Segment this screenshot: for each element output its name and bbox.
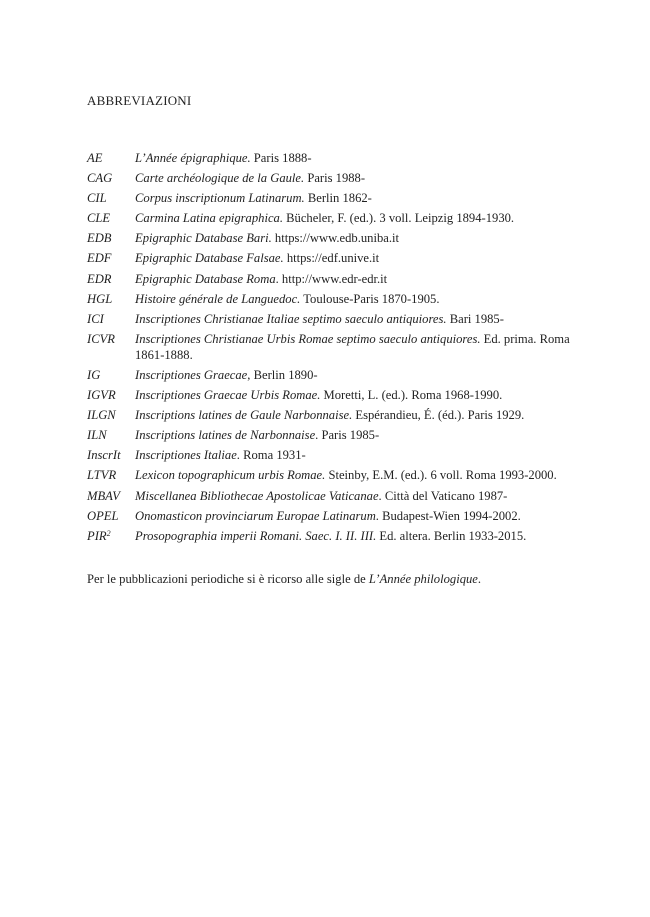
document-page [87,0,577,917]
work-title: L’Année épigraphique. [135,151,251,165]
abbreviation-key [87,427,135,443]
abbreviation-entry [87,427,577,443]
section-heading: ABBREVIAZIONI [87,93,192,108]
abbreviation-key [87,230,135,246]
abbreviation-key-text: CIL [87,191,107,206]
abbreviation-key-text: CAG [87,171,113,186]
abbreviation-key-text: ILGN [87,408,116,423]
publication-details: https://www.edb.uniba.it [271,231,399,246]
abbreviation-entry [87,291,577,307]
abbreviation-entry [87,447,577,463]
abbreviation-definition [135,508,577,524]
abbreviation-key-text: OPEL [87,508,119,523]
abbreviation-entry [87,331,577,363]
publication-details: Steinby, E.M. (ed.). 6 voll. Roma 1993-2000. [325,468,557,483]
abbreviation-key [87,331,135,347]
abbreviation-definition [135,447,577,463]
publication-details: Ed. prima. Roma 1861-1888. [135,331,570,362]
publication-details: Moretti, L. (ed.). Roma 1968-1990. [320,388,503,403]
abbreviation-entry [87,271,577,287]
work-title: Inscriptions latines de Narbonnaise [135,428,316,443]
abbreviation-entry [87,488,577,504]
abbreviation-entry [87,311,577,327]
work-title: Miscellanea Bibliothecae Apostolicae Vaticanae [135,488,379,503]
abbreviation-definition [135,407,577,423]
work-title: Epigraphic Database Falsae. [135,251,284,266]
abbreviation-key-text: LTVR [87,468,117,483]
publication-details: Paris 1988- [304,171,366,186]
abbreviation-key-text: IGVR [87,388,116,403]
publication-details: Bücheler, F. (ed.). 3 voll. Leipzig 1894-1930. [282,211,515,226]
abbreviation-key-text: EDR [87,271,112,286]
work-title: Carmina Latina epigraphica. [135,211,283,226]
work-title: Onomasticon provinciarum Europae Latinarum [135,508,376,523]
abbreviation-key-text: IG [87,367,101,382]
abbreviation-definition [135,250,577,266]
abbreviation-entry [87,210,577,226]
abbreviation-key-text: CLE [87,211,111,226]
abbreviation-definition [135,271,577,287]
publication-details: . Budapest-Wien 1994-2002. [375,508,521,523]
periodicals-note [87,571,577,587]
abbreviation-definition [135,170,577,186]
abbreviation-definition [135,291,577,307]
abbreviation-entry [87,407,577,423]
abbreviation-entry [87,190,577,206]
abbreviation-list [87,150,577,548]
publication-details: https://edf.unive.it [283,251,380,266]
work-title: Epigraphic Database Bari. [135,231,272,246]
publication-details: . http://www.edr-edr.it [275,271,388,286]
work-title: Inscriptiones Christianae Urbis Romae septimo saeculo antiquiores. [135,331,481,346]
work-title: Inscriptiones Christianae Italiae septimo saeculo antiquiores. [135,311,447,326]
note-title: L’Année philologique [368,572,478,586]
work-title: Corpus inscriptionum Latinarum. [135,191,305,206]
abbreviation-entry [87,170,577,186]
publication-details: , Berlin 1890- [247,367,318,382]
abbreviation-definition [135,467,577,483]
work-title: Carte archéologique de la Gaule. [135,171,305,186]
work-title: Prosopographia imperii Romani. Saec. I. II. III. [135,528,377,543]
work-title: Inscriptiones Graecae [135,367,248,382]
abbreviation-key-text: ICI [87,311,104,326]
note-prefix: Per le pubblicazioni periodiche si è ricorso alle sigle de [87,572,369,586]
abbreviation-key-text: EDF [87,251,112,266]
abbreviation-key-text: ICVR [87,331,115,346]
abbreviation-key-text: EDB [87,231,112,246]
abbreviation-entry [87,250,577,266]
abbreviation-key-text: MBAV [87,488,120,503]
publication-details: . Paris 1985- [315,428,380,443]
abbreviation-key-text: InscrIt [87,448,121,463]
work-title: Histoire générale de Languedoc. [135,291,301,306]
abbreviation-entry [87,230,577,246]
abbreviation-key [87,508,135,524]
abbreviation-definition [135,190,577,206]
publication-details: . Città del Vaticano 1987- [378,488,508,503]
abbreviation-key [87,447,135,463]
abbreviation-key [87,367,135,383]
abbreviation-key [87,170,135,186]
publication-details: Paris 1888- [250,151,312,165]
work-title: Inscriptiones Italiae [135,448,237,463]
abbreviation-definition [135,331,577,363]
publication-details: . Roma 1931- [236,448,306,463]
abbreviation-definition [135,150,577,166]
abbreviation-definition [135,311,577,327]
abbreviation-key [87,291,135,307]
publication-details: Toulouse-Paris 1870-1905. [300,291,440,306]
abbreviation-entry [87,387,577,403]
publication-details: Bari 1985- [446,311,504,326]
abbreviation-key-text: HGL [87,291,113,306]
work-title: Epigraphic Database Roma [135,271,276,286]
abbreviation-definition [135,488,577,504]
abbreviation-entry [87,508,577,524]
abbreviation-key [87,407,135,423]
abbreviation-key [87,271,135,287]
abbreviation-entry [87,367,577,383]
abbreviation-key [87,387,135,403]
note-suffix: . [477,572,482,586]
abbreviation-key [87,150,135,166]
abbreviation-key [87,311,135,327]
abbreviation-key [87,250,135,266]
abbreviation-key [87,467,135,483]
abbreviation-key-text: AE [87,151,103,165]
work-title: Inscriptiones Graecae Urbis Romae. [135,388,321,403]
abbreviation-entry [87,150,577,166]
abbreviation-definition [135,367,577,383]
publication-details: Espérandieu, É. (éd.). Paris 1929. [352,408,525,423]
work-title: Lexicon topographicum urbis Romae. [135,468,326,483]
abbreviation-superscript: 2 [106,528,111,538]
abbreviation-definition [135,210,577,226]
abbreviation-definition [135,387,577,403]
abbreviation-entry [87,528,577,544]
abbreviation-key-text: ILN [87,428,107,443]
abbreviation-key-text: PIR [87,528,107,543]
abbreviation-key [87,210,135,226]
abbreviation-definition [135,427,577,443]
publication-details: Berlin 1862- [304,191,372,206]
work-title: Inscriptions latines de Gaule Narbonnaise. [135,408,353,423]
abbreviation-key [87,488,135,504]
publication-details: Ed. altera. Berlin 1933-2015. [376,528,527,543]
abbreviation-entry [87,467,577,483]
abbreviation-key [87,528,135,544]
abbreviation-definition [135,528,577,544]
abbreviation-definition [135,230,577,246]
abbreviation-key [87,190,135,206]
